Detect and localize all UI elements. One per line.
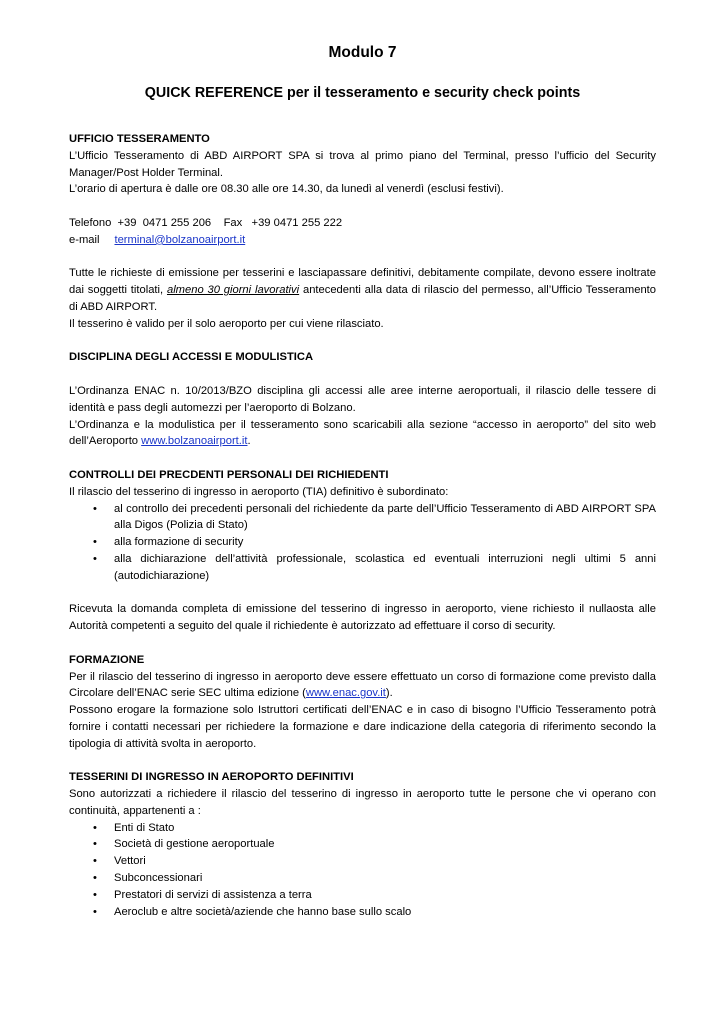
- ufficio-phone-fax: Telefono +39 0471 255 206 Fax +39 0471 255 222: [69, 216, 343, 229]
- formazione-paragraph-2: Possono erogare la formazione solo Istruttori certificati dell’ENAC e in caso di bisogno l’Ufficio Tesseramento potrà fornire i contatti necessari per richiedere la formazione e dare indicazione della categoria di riferimento secondo la tipologia di attività svolta in aeroporto.: [69, 704, 656, 750]
- disciplina-paragraph-1: L’Ordinanza ENAC n. 10/2013/BZO disciplina gli accessi alle aree interne aeroportuali, il rilascio delle tessere di identità e pass degli automezzi per l’aeroporto di Bolzano.: [69, 384, 656, 414]
- ufficio-request-paragraph: Tutte le richieste di emissione per tesserini e lasciapassare definitivi, debitamente compilate, devono essere inoltrate dai soggetti titolati, almeno 30 giorni lavorativi antecedenti alla data di rilascio del permesso, all’Ufficio Tesseramento di ABD AIRPORT.: [69, 267, 656, 313]
- bullet-icon: •: [93, 536, 97, 549]
- email-link[interactable]: terminal@bolzanoairport.it: [114, 233, 246, 246]
- list-item: • Società di gestione aeroportuale: [69, 836, 656, 853]
- document-title: Modulo 7: [328, 44, 397, 61]
- list-item: • alla dichiarazione dell’attività professionale, scolastica ed eventuali interruzioni negli ultimi 5 anni (autodichiarazione): [69, 551, 656, 585]
- list-item: • Vettori: [69, 853, 656, 870]
- ufficio-paragraph-line1: L’Ufficio Tesseramento di ABD AIRPORT SPA si trova al primo piano del Terminal, presso l’ufficio del Security: [69, 149, 656, 162]
- list-item: • al controllo dei precedenti personali del richiedente da parte dell’Ufficio Tesseramento di ABD AIRPORT SPA alla Digos (Polizia di Stato): [69, 501, 656, 535]
- ufficio-validity: Il tesserino è valido per il solo aeroporto per cui viene rilasciato.: [69, 317, 384, 330]
- bullet-icon: •: [93, 821, 97, 834]
- bullet-icon: •: [93, 552, 97, 565]
- section-heading-formazione: FORMAZIONE: [69, 653, 145, 666]
- list-item: • Subconcessionari: [69, 870, 656, 887]
- tesserini-intro: Sono autorizzati a richiedere il rilascio del tesserino di ingresso in aeroporto tutte le persone che vi operano con continuità, appartenenti a :: [69, 788, 656, 817]
- tesserini-list: [69, 820, 656, 921]
- list-item: • Prestatori di servizi di assistenza a terra: [69, 887, 656, 904]
- bullet-icon: •: [93, 888, 97, 901]
- bullet-icon: •: [93, 502, 97, 515]
- ufficio-paragraph-line2: Manager/Post Holder Terminal.: [69, 166, 224, 179]
- controlli-intro: Il rilascio del tesserino di ingresso in aeroporto (TIA) definitivo è subordinato:: [69, 485, 449, 498]
- ufficio-email-line: [69, 232, 656, 249]
- controlli-after: Ricevuta la domanda completa di emissione del tesserino di ingresso in aeroporto, viene richiesto il nullaosta alle Autorità competenti a seguito del quale il richiedente è autorizzato ad effettuare il corso di security.: [69, 603, 656, 633]
- list-item: • alla formazione di security: [69, 534, 656, 551]
- ufficio-hours: L’orario di apertura è dalle ore 08.30 alle ore 14.30, da lunedì al venerdì (esclusi festivi).: [69, 183, 504, 196]
- deadline-emphasis: almeno 30 giorni lavorativi: [166, 284, 300, 297]
- document-subtitle: QUICK REFERENCE per il tesseramento e security check points: [144, 85, 581, 101]
- section-heading-ufficio: UFFICIO TESSERAMENTO: [69, 133, 210, 145]
- list-item: • Aeroclub e altre società/aziende che hanno base sullo scalo: [69, 904, 656, 921]
- bullet-icon: •: [93, 905, 97, 918]
- bolzanoairport-link[interactable]: www.bolzanoairport.it: [141, 435, 248, 448]
- controlli-list: [69, 501, 656, 585]
- disciplina-paragraph-2: L’Ordinanza e la modulistica per il tesseramento sono scaricabili alla sezione “accesso in aeroporto” del sito web dell’Aeroporto www.bolzanoairport.it.: [69, 418, 656, 448]
- section-heading-disciplina: DISCIPLINA DEGLI ACCESSI E MODULISTICA: [69, 351, 314, 364]
- list-item: • Enti di Stato: [69, 820, 656, 837]
- bullet-icon: •: [93, 855, 97, 868]
- formazione-paragraph-1: Per il rilascio del tesserino di ingresso in aeroporto deve essere effettuato un corso di formazione come previsto dalla Circolare dell’ENAC serie SEC ultima edizione (www.enac.gov.it).: [69, 670, 656, 700]
- bullet-icon: •: [93, 838, 97, 851]
- email-label: e-mail: [69, 233, 100, 246]
- bullet-icon: •: [93, 872, 97, 885]
- section-heading-tesserini: TESSERINI DI INGRESSO IN AEROPORTO DEFINITIVI: [69, 771, 354, 784]
- section-heading-controlli: CONTROLLI DEI PRECDENTI PERSONALI DEI RICHIEDENTI: [69, 468, 389, 481]
- document-body: [69, 44, 656, 920]
- enac-link[interactable]: www.enac.gov.it: [305, 687, 386, 700]
